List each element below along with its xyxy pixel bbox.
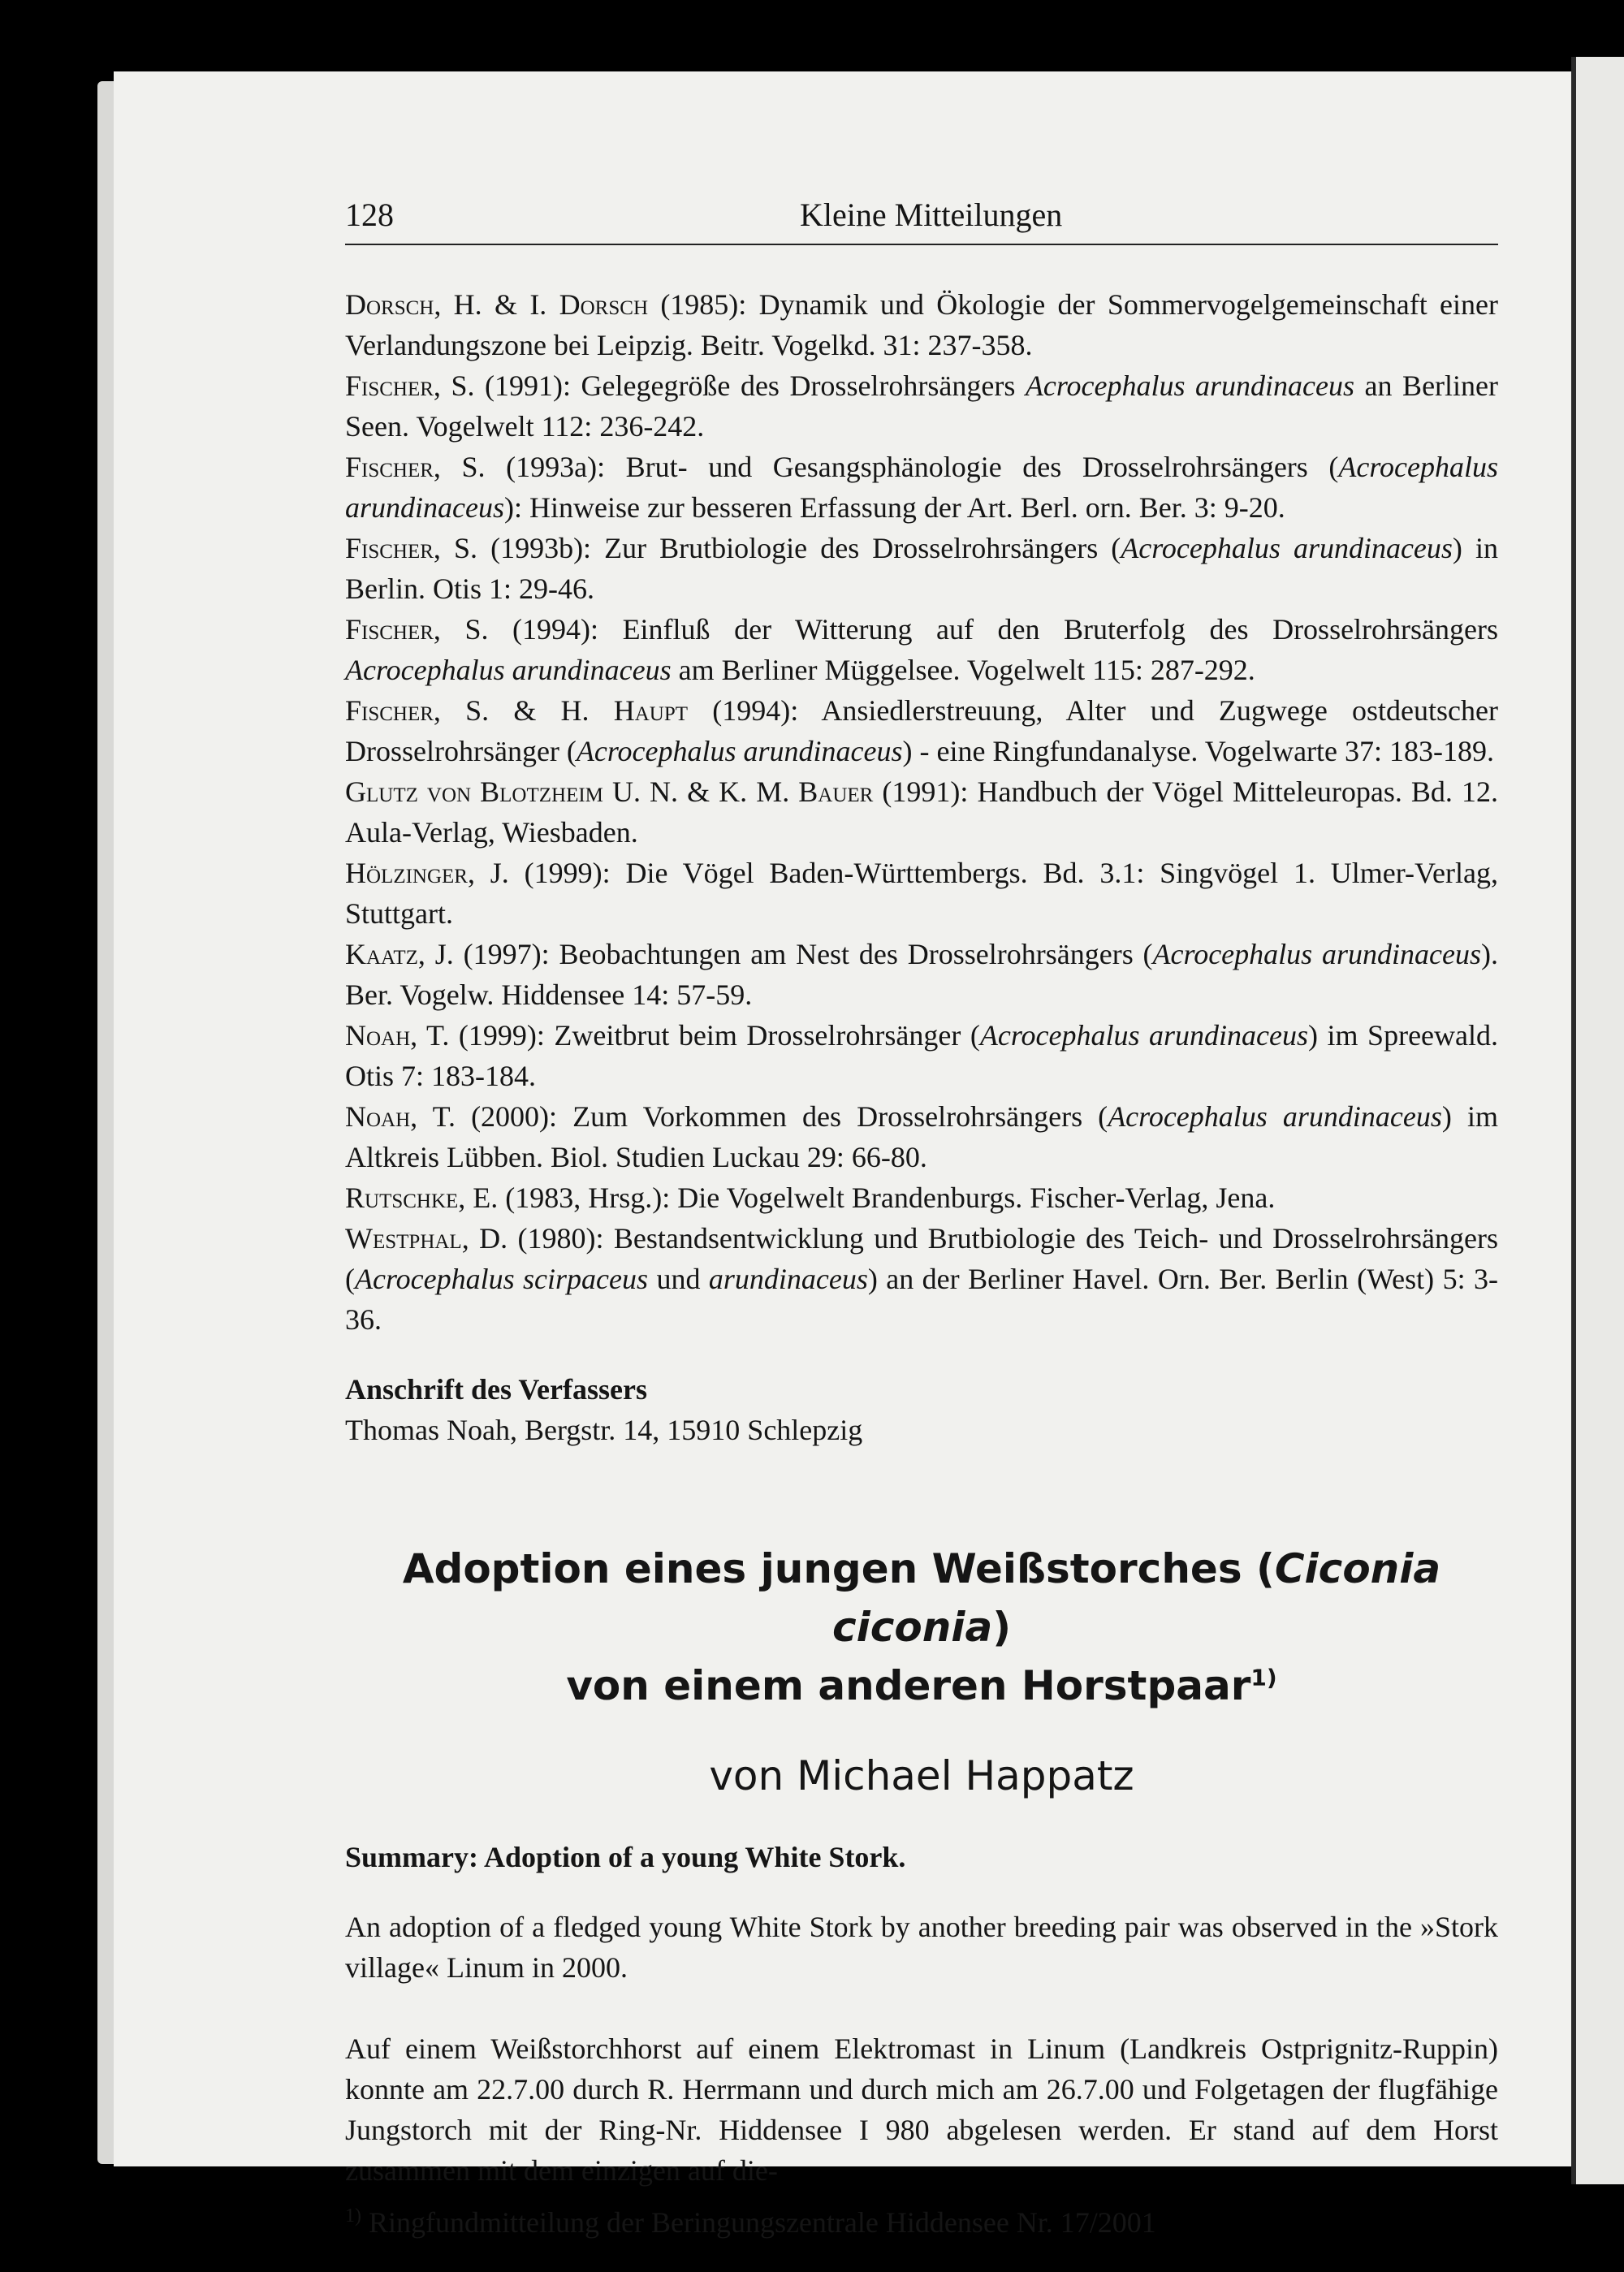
reference-item: Hölzinger, J. (1999): Die Vögel Baden-Württembergs. Bd. 3.1: Singvögel 1. Ulmer-Verlag, Stuttgart.	[345, 857, 1498, 930]
page-number: 128	[345, 197, 394, 233]
footnote-mark: 1)	[1250, 1664, 1277, 1691]
reference-item: Fischer, S. (1993b): Zur Brutbiologie des Drosselrohrsängers (Acrocephalus arundinaceus) in Berlin. Otis 1: 29-46.	[345, 532, 1498, 605]
reference-list	[345, 284, 1498, 1340]
reference-item: Noah, T. (2000): Zum Vorkommen des Drosselrohrsängers (Acrocephalus arundinaceus) im Altkreis Lübben. Biol. Studien Luckau 29: 66-80.	[345, 1100, 1498, 1173]
footnote: $^{1)}$ Ringfundmitteilung der Beringungszentrale Hiddensee Nr. 17/2001	[345, 2205, 1156, 2239]
address-line: Thomas Noah, Bergstr. 14, 15910 Schlepzig	[345, 1414, 863, 1446]
body-paragraph: Auf einem Weißstorchhorst auf einem Elektromast in Linum (Landkreis Ostprignitz-Ruppin) konnte am 22.7.00 durch R. Herrmann und durch mich am 26.7.00 und Folgetagen der flugfähige Jungstorch mit der Ring-Nr. Hiddensee I 980 abgelesen werden. Er stand auf dem Horst zusammen mit dem einzigen auf die-	[345, 2032, 1498, 2187]
address-heading: Anschrift des Verfassers	[345, 1373, 647, 1406]
reference-item: Fischer, S. (1991): Gelegegröße des Drosselrohrsängers Acrocephalus arundinaceus an Berliner Seen. Vogelwelt 112: 236-242.	[345, 369, 1499, 443]
reference-item: Kaatz, J. (1997): Beobachtungen am Nest des Drosselrohrsängers (Acrocephalus arundinaceus). Ber. Vogelw. Hiddensee 14: 57-59.	[345, 938, 1498, 1011]
reference-item: Fischer, S. (1993a): Brut- und Gesangsphänologie des Drosselrohrsängers (Acrocephalus arundinaceus): Hinweise zur besseren Erfassung der Art. Berl. orn. Ber. 3: 9-20.	[345, 451, 1498, 524]
reference-item: Dorsch, H. & I. Dorsch (1985): Dynamik und Ökologie der Sommervogelgemeinschaft einer Verlandungszone bei Leipzig. Beitr. Vogelkd. 31: 237-358.	[345, 288, 1498, 361]
article-title: Adoption eines jungen Weißstorches (Ciconia ciconia) von einem anderen Horstpaar$^{1)}$	[402, 1545, 1441, 1709]
running-title: Kleine Mitteilungen	[800, 197, 1063, 233]
summary-heading: Summary: Adoption of a young White Stork.	[345, 1841, 906, 1873]
reference-item: Noah, T. (1999): Zweitbrut beim Drosselrohrsänger (Acrocephalus arundinaceus) im Spreewald. Otis 7: 183-184.	[345, 1019, 1499, 1092]
page-header	[345, 195, 1498, 245]
summary-text: An adoption of a fledged young White Stork by another breeding pair was observed in the »Stork village« Linum in 2000.	[345, 1911, 1498, 1984]
reference-item: Glutz von Blotzheim U. N. & K. M. Bauer (1991): Handbuch der Vögel Mitteleuropas. Bd. 12. Aula-Verlag, Wiesbaden.	[345, 775, 1498, 849]
reference-item: Westphal, D. (1980): Bestandsentwicklung und Brutbiologie des Teich- und Drosselrohrsängers (Acrocephalus scirpaceus und arundinaceus) an der Berliner Havel. Orn. Ber. Berlin (West) 5: 3-36.	[345, 1222, 1499, 1336]
next-page-edge	[1571, 57, 1624, 2184]
page-content	[345, 195, 1498, 2272]
reference-item: Fischer, S. & H. Haupt (1994): Ansiedlerstreuung, Alter und Zugwege ostdeutscher Drosselrohrsänger (Acrocephalus arundinaceus) - eine Ringfundanalyse. Vogelwarte 37: 183-189.	[345, 694, 1498, 767]
article-author: von Michael Happatz	[709, 1752, 1134, 1799]
reference-item: Fischer, S. (1994): Einfluß der Witterung auf den Bruterfolg des Drosselrohrsängers Acrocephalus arundinaceus am Berliner Müggelsee. Vogelwelt 115: 287-292.	[345, 613, 1499, 686]
reference-item: Rutschke, E. (1983, Hrsg.): Die Vogelwelt Brandenburgs. Fischer-Verlag, Jena.	[345, 1181, 1276, 1214]
